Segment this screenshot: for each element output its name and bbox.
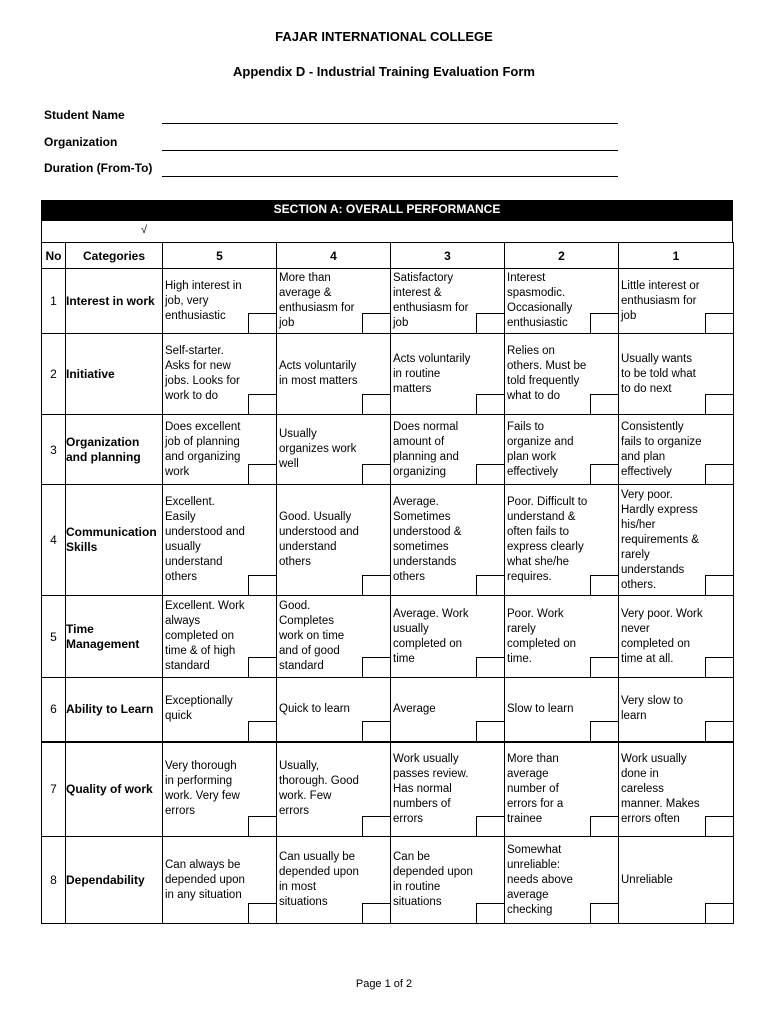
rating-text: Does normal amount of planning and organizing <box>393 420 459 478</box>
rating-text: Usually organizes work well <box>279 428 357 470</box>
rating-description <box>507 269 588 333</box>
rating-checkbox[interactable] <box>590 464 618 484</box>
row-number: 6 <box>42 678 66 742</box>
rating-description <box>279 334 360 414</box>
rating-cell-2 <box>505 269 619 334</box>
rating-text: Work usually done in careless manner. Makes errors often <box>621 752 700 825</box>
rating-description <box>165 837 246 923</box>
rating-cell-4 <box>277 269 391 334</box>
rating-text: Satisfactory interest & enthusiasm for job <box>393 272 469 329</box>
rating-checkbox[interactable] <box>248 721 276 741</box>
rating-description <box>165 485 246 595</box>
rating-text: Good. Completes work on time and of good standard <box>279 600 345 672</box>
rating-checkbox[interactable] <box>362 313 390 333</box>
rating-cell-2 <box>505 596 619 678</box>
header-rating-5: 5 <box>163 243 277 269</box>
rating-checkbox[interactable] <box>590 816 618 836</box>
category-label: Dependability <box>66 837 163 924</box>
rating-cell-3 <box>391 596 505 678</box>
rating-text: Can always be depended upon in any situation <box>165 858 245 901</box>
rating-text: Very slow to learn <box>621 695 683 723</box>
rating-checkbox[interactable] <box>476 394 504 414</box>
rating-cell-2 <box>505 678 619 742</box>
evaluation-table <box>41 242 734 924</box>
rating-description <box>393 678 474 741</box>
row-number: 2 <box>42 334 66 415</box>
rating-cell-3 <box>391 742 505 837</box>
rating-text: Fails to organize and plan work effectively <box>507 420 574 478</box>
rating-checkbox[interactable] <box>248 313 276 333</box>
rating-description <box>393 334 474 414</box>
rating-description <box>165 269 246 333</box>
rating-text: Can be depended upon in routine situations <box>393 851 473 908</box>
rating-cell-2 <box>505 334 619 415</box>
category-label: Quality of work <box>66 742 163 837</box>
rating-checkbox[interactable] <box>476 721 504 741</box>
rating-text: Self-starter. Asks for new jobs. Looks for work to do <box>165 345 240 402</box>
rating-text: Exceptionally quick <box>165 695 233 723</box>
rating-text: More than average & enthusiasm for job <box>279 272 355 329</box>
rating-checkbox[interactable] <box>705 313 733 333</box>
rating-cell-2 <box>505 742 619 837</box>
rating-cell-5 <box>163 415 277 485</box>
rating-text: Acts voluntarily in most matters <box>279 360 358 387</box>
rating-text: Work usually passes review. Has normal numbers of errors <box>393 752 469 825</box>
rating-cell-4 <box>277 678 391 742</box>
rating-cell-5 <box>163 837 277 924</box>
rating-text: Very thorough in performing work. Very few errors <box>165 760 240 818</box>
rating-description <box>279 596 360 677</box>
table-row <box>42 415 734 485</box>
duration-label: Duration (From-To) <box>44 161 153 175</box>
rating-cell-1 <box>619 678 734 742</box>
rating-checkbox[interactable] <box>362 394 390 414</box>
rating-description <box>393 596 474 677</box>
rating-text: More than average number of errors for a trainee <box>507 752 564 825</box>
table-row <box>42 837 734 924</box>
rating-cell-2 <box>505 485 619 596</box>
category-label: Communication Skills <box>66 485 163 596</box>
rating-text: Poor. Difficult to understand & often fails to express clearly what she/he requires. <box>507 496 588 583</box>
rating-checkbox[interactable] <box>362 657 390 677</box>
rating-text: Average. Sometimes understood & sometimes understands others <box>393 496 462 583</box>
rating-checkbox[interactable] <box>590 721 618 741</box>
rating-description <box>279 678 360 741</box>
rating-checkbox[interactable] <box>476 903 504 923</box>
rating-text: Relies on others. Must be told frequently what to do <box>507 345 587 402</box>
rating-cell-4 <box>277 334 391 415</box>
organization-row <box>44 135 624 155</box>
rating-checkbox[interactable] <box>705 394 733 414</box>
rating-checkbox[interactable] <box>476 313 504 333</box>
table-row <box>42 596 734 678</box>
rating-checkbox[interactable] <box>590 575 618 595</box>
section-a-title: SECTION A: OVERALL PERFORMANCE <box>41 200 733 221</box>
category-label: Ability to Learn <box>66 678 163 742</box>
page-number: Page 1 of 2 <box>355 978 413 990</box>
rating-description <box>279 837 360 923</box>
rating-description <box>621 334 703 414</box>
rating-cell-4 <box>277 596 391 678</box>
rating-checkbox[interactable] <box>248 394 276 414</box>
rating-description <box>507 334 588 414</box>
rating-checkbox[interactable] <box>705 816 733 836</box>
duration-row <box>44 161 624 181</box>
rating-cell-3 <box>391 837 505 924</box>
category-label: Interest in work <box>66 269 163 334</box>
rating-cell-1 <box>619 742 734 837</box>
rating-text: Slow to learn <box>507 702 574 715</box>
rating-cell-1 <box>619 269 734 334</box>
row-number: 1 <box>42 269 66 334</box>
rating-cell-4 <box>277 415 391 485</box>
rating-description <box>165 743 246 837</box>
rating-description <box>507 837 588 923</box>
rating-text: Average. Work usually completed on time <box>393 607 469 665</box>
rating-cell-1 <box>619 415 734 485</box>
rating-text: Poor. Work rarely completed on time. <box>507 607 577 665</box>
rating-text: Little interest or enthusiasm for job <box>621 279 700 322</box>
rating-checkbox[interactable] <box>362 903 390 923</box>
rating-text: Quick to learn <box>279 702 350 715</box>
rating-text: Interest spasmodic. Occasionally enthusiastic <box>507 272 573 329</box>
rating-cell-4 <box>277 837 391 924</box>
rating-text: Unreliable <box>621 873 673 886</box>
header-rating-2: 2 <box>505 243 619 269</box>
rating-cell-1 <box>619 485 734 596</box>
rating-cell-5 <box>163 596 277 678</box>
rating-checkbox[interactable] <box>362 721 390 741</box>
check-row <box>41 221 733 242</box>
rating-description <box>621 678 703 741</box>
rating-description <box>165 415 246 484</box>
rating-description <box>507 678 588 741</box>
check-mark: √ <box>141 224 148 236</box>
rating-checkbox[interactable] <box>705 657 733 677</box>
rating-description <box>279 269 360 333</box>
header-categories: Categories <box>66 243 163 269</box>
rating-checkbox[interactable] <box>476 816 504 836</box>
row-number: 4 <box>42 485 66 596</box>
rating-text: Very poor. Work never completed on time at all. <box>621 607 703 665</box>
rating-description <box>621 269 703 333</box>
rating-checkbox[interactable] <box>590 903 618 923</box>
rating-description <box>165 596 246 677</box>
row-number: 7 <box>42 742 66 837</box>
rating-checkbox[interactable] <box>362 816 390 836</box>
header-rating-1: 1 <box>619 243 734 269</box>
rating-text: Excellent. Easily understood and usually understand others <box>165 496 245 583</box>
rating-checkbox[interactable] <box>476 464 504 484</box>
row-number: 8 <box>42 837 66 924</box>
rating-checkbox[interactable] <box>476 575 504 595</box>
rating-text: Excellent. Work always completed on time & of high standard <box>165 600 245 672</box>
category-label: Initiative <box>66 334 163 415</box>
rating-description <box>621 837 703 923</box>
rating-cell-5 <box>163 334 277 415</box>
rating-description <box>621 485 703 595</box>
rating-checkbox[interactable] <box>705 721 733 741</box>
rating-description <box>507 415 588 484</box>
rating-cell-3 <box>391 334 505 415</box>
student-name-field[interactable] <box>162 123 618 124</box>
table-row <box>42 334 734 415</box>
category-label: Time Management <box>66 596 163 678</box>
rating-cell-4 <box>277 742 391 837</box>
rating-text: Somewhat unreliable: needs above average checking <box>507 843 573 916</box>
rating-description <box>507 743 588 837</box>
header-rating-4: 4 <box>277 243 391 269</box>
rating-description <box>165 678 246 741</box>
rating-description <box>279 415 360 484</box>
rating-description <box>393 269 474 333</box>
form-title: Appendix D - Industrial Training Evaluation Form <box>233 64 535 79</box>
rating-text: Usually wants to be told what to do next <box>621 352 696 395</box>
rating-checkbox[interactable] <box>248 903 276 923</box>
rating-text: Average <box>393 702 436 715</box>
rating-cell-2 <box>505 415 619 485</box>
rating-description <box>621 743 703 837</box>
rating-cell-1 <box>619 596 734 678</box>
table-row <box>42 485 734 596</box>
rating-description <box>393 837 474 923</box>
rating-text: Very poor. Hardly express his/her requirements & rarely understands others. <box>621 488 699 591</box>
rating-text: Usually, thorough. Good work. Few errors <box>279 760 359 818</box>
rating-checkbox[interactable] <box>590 313 618 333</box>
rating-description <box>621 415 703 484</box>
rating-cell-4 <box>277 485 391 596</box>
rating-text: Acts voluntarily in routine matters <box>393 352 471 395</box>
rating-description <box>507 485 588 595</box>
category-label: Organization and planning <box>66 415 163 485</box>
rating-description <box>279 743 360 837</box>
rating-cell-5 <box>163 678 277 742</box>
rating-text: Good. Usually understood and understand others <box>279 511 359 568</box>
organization-field[interactable] <box>162 150 618 151</box>
rating-description <box>279 485 360 595</box>
rating-description <box>393 485 474 595</box>
rating-checkbox[interactable] <box>705 903 733 923</box>
rating-checkbox[interactable] <box>590 657 618 677</box>
rating-cell-3 <box>391 269 505 334</box>
rating-text: High interest in job, very enthusiastic <box>165 279 242 322</box>
student-name-label: Student Name <box>44 108 125 122</box>
rating-checkbox[interactable] <box>248 464 276 484</box>
rating-description <box>507 596 588 677</box>
rating-cell-3 <box>391 485 505 596</box>
rating-description <box>621 596 703 677</box>
table-row <box>42 742 734 837</box>
rating-checkbox[interactable] <box>362 575 390 595</box>
rating-cell-1 <box>619 334 734 415</box>
college-name: FAJAR INTERNATIONAL COLLEGE <box>275 29 493 44</box>
rating-checkbox[interactable] <box>248 816 276 836</box>
organization-label: Organization <box>44 135 118 149</box>
rating-checkbox[interactable] <box>248 657 276 677</box>
header-no: No <box>42 243 66 269</box>
rating-text: Does excellent job of planning and organizing work <box>165 420 241 478</box>
row-number: 3 <box>42 415 66 485</box>
rating-cell-3 <box>391 415 505 485</box>
rating-text: Consistently fails to organize and plan effectively <box>621 420 702 478</box>
rating-checkbox[interactable] <box>705 575 733 595</box>
rating-checkbox[interactable] <box>248 575 276 595</box>
rating-cell-5 <box>163 269 277 334</box>
rating-cell-5 <box>163 485 277 596</box>
rating-text: Can usually be depended upon in most situations <box>279 851 359 908</box>
rating-cell-2 <box>505 837 619 924</box>
rating-checkbox[interactable] <box>362 464 390 484</box>
rating-cell-1 <box>619 837 734 924</box>
rating-cell-5 <box>163 742 277 837</box>
rating-description <box>393 415 474 484</box>
row-number: 5 <box>42 596 66 678</box>
rating-cell-3 <box>391 678 505 742</box>
rating-checkbox[interactable] <box>476 657 504 677</box>
rating-checkbox[interactable] <box>590 394 618 414</box>
duration-field[interactable] <box>162 176 618 177</box>
rating-description <box>393 743 474 837</box>
student-name-row <box>44 108 624 128</box>
header-rating-3: 3 <box>391 243 505 269</box>
table-header-row <box>42 243 734 269</box>
table-row <box>42 678 734 742</box>
rating-checkbox[interactable] <box>705 464 733 484</box>
table-row <box>42 269 734 334</box>
rating-description <box>165 334 246 414</box>
